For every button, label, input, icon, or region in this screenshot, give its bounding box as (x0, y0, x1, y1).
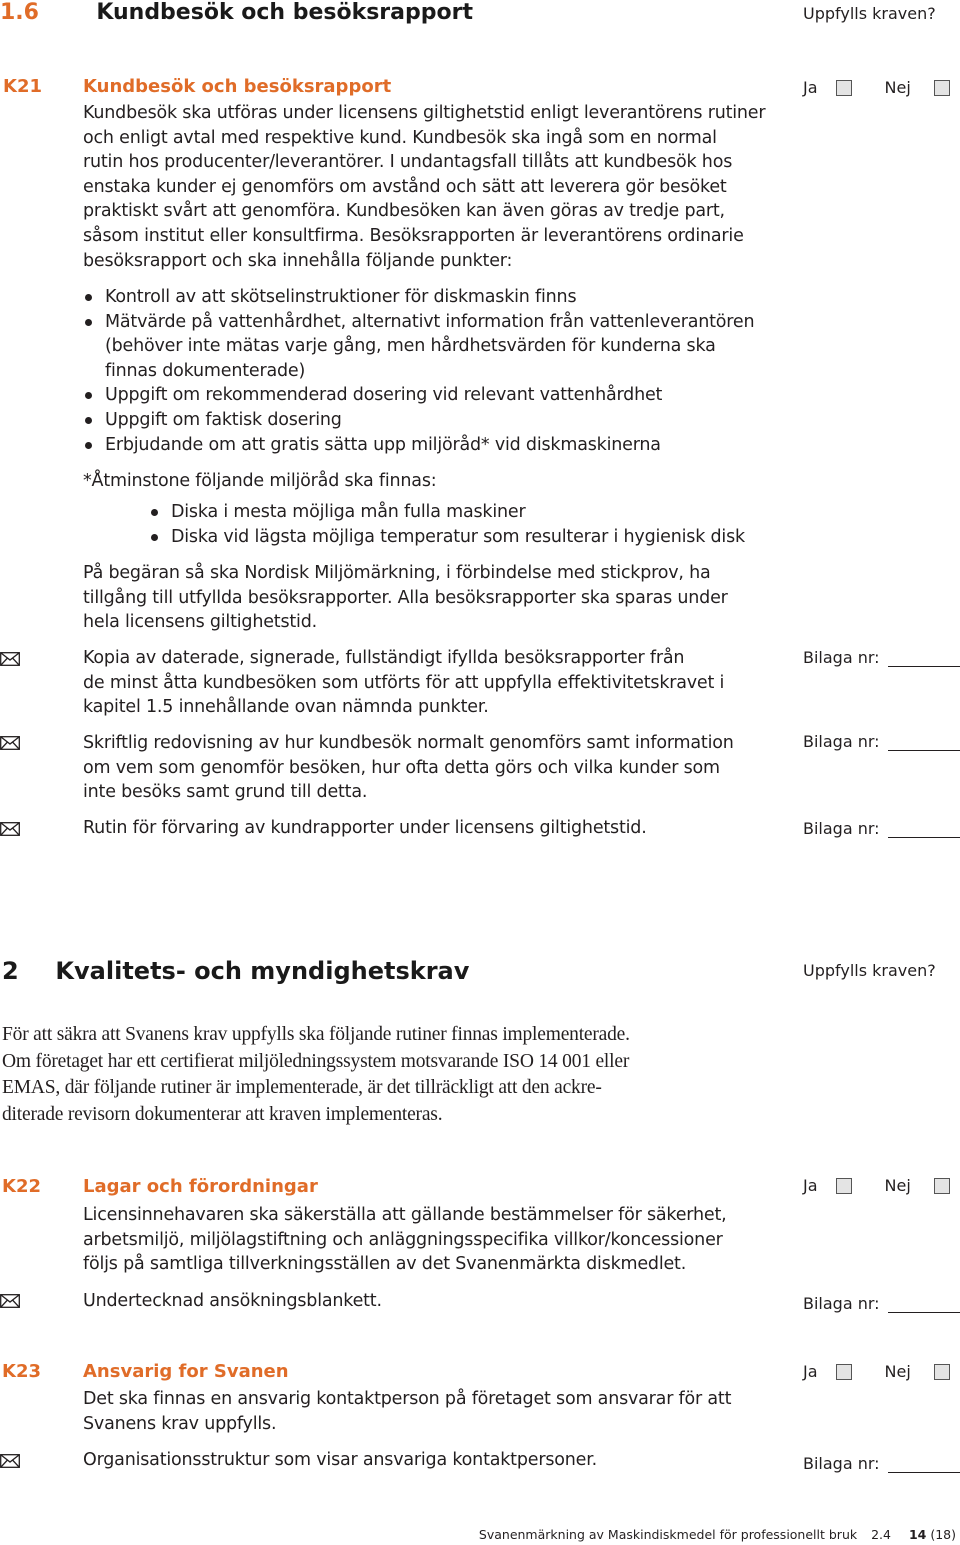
bilaga-input-line[interactable] (888, 1298, 960, 1313)
ja-checkbox[interactable] (836, 1178, 852, 1194)
text-line: Rutin för förvaring av kundrapporter under licensens giltighetstid. (83, 818, 647, 838)
bullet-text: Kontroll av att skötselinstruktioner för diskmaskin finns (105, 287, 577, 307)
nej-checkbox[interactable] (934, 1364, 950, 1380)
list-item (149, 525, 789, 550)
bilaga-field[interactable] (803, 648, 960, 667)
k21-note: *Åtminstone följande miljöråd ska finnas: (83, 471, 437, 491)
uppfylls-label: Uppfylls kraven? (803, 4, 936, 23)
bilaga-input-line[interactable] (888, 736, 960, 751)
k21-description (83, 101, 783, 273)
text-line: besöksrapport och ska innehålla följande punkter: (83, 250, 513, 271)
bullet-text: Uppgift om rekommenderad dosering vid relevant vattenhårdhet (105, 385, 663, 406)
k22-title: Lagar och förordningar (83, 1176, 318, 1197)
bilaga-label: Bilaga nr: (803, 732, 880, 751)
attachment-text: Organisationsstruktur som visar ansvariga kontaktpersoner. (83, 1450, 597, 1470)
list-item (83, 310, 783, 384)
bullet-text: Uppgift om faktisk dosering (105, 409, 342, 430)
k21-ja-nej (803, 78, 950, 97)
nej-checkbox[interactable] (934, 80, 950, 96)
bilaga-input-line[interactable] (888, 652, 960, 667)
section-title: Kundbesök och besöksrapport (96, 0, 473, 25)
text-line: arbetsmiljö, miljölagstiftning och anläggningsspecifika villkor/koncessioner (83, 1229, 723, 1250)
bilaga-field[interactable] (803, 1294, 960, 1313)
footer-version: 2.4 (871, 1527, 891, 1542)
text-line: och enligt avtal med respektive kund. Kundbesök ska ingå som en normal (83, 127, 717, 148)
list-item (83, 285, 783, 310)
ja-label: Ja (803, 1176, 818, 1195)
text-line: rutin hos producenter/leverantörer. I undantagsfall tillåts att kundbesök hos (83, 152, 733, 173)
bilaga-label: Bilaga nr: (803, 648, 880, 667)
text-line: Kundbesök ska utföras under licensens giltighetstid enligt leverantörens rutiner (83, 103, 766, 123)
envelope-icon (0, 652, 20, 666)
text-line: hela licensens giltighetstid. (83, 612, 317, 633)
section-heading (2, 957, 469, 985)
attachment-text: Undertecknad ansökningsblankett. (83, 1291, 382, 1311)
nej-checkbox[interactable] (934, 1178, 950, 1194)
footer-page-number: 14 (908, 1527, 927, 1542)
k23-description (83, 1387, 783, 1436)
bilaga-label: Bilaga nr: (803, 819, 880, 838)
text-line: Det ska finnas en ansvarig kontaktperson på företaget som ansvarar för att (83, 1389, 732, 1409)
text-line: de minst åtta kundbesöken som utförts för att uppfylla effektivitetskravet i (83, 672, 725, 693)
envelope-icon (0, 736, 20, 750)
bilaga-field[interactable] (803, 819, 960, 838)
text-line: såsom institut eller konsultfirma. Besöksrapporten är leverantörens ordinarie (83, 225, 744, 246)
bilaga-field[interactable] (803, 1454, 960, 1473)
k22-description (83, 1203, 783, 1277)
bilaga-label: Bilaga nr: (803, 1294, 880, 1313)
k22-code: K22 (2, 1176, 41, 1197)
nej-label: Nej (884, 78, 911, 97)
section2-intro (2, 1022, 782, 1129)
bilaga-label: Bilaga nr: (803, 1454, 880, 1473)
bilaga-input-line[interactable] (888, 1458, 960, 1473)
ja-checkbox[interactable] (836, 80, 852, 96)
list-item (83, 383, 783, 408)
footer-page-total: (18) (930, 1527, 956, 1542)
envelope-icon (0, 1454, 20, 1468)
ja-checkbox[interactable] (836, 1364, 852, 1380)
text-line: praktiskt svårt att genomföra. Kundbesöken kan även göras av tredje part, (83, 201, 725, 222)
section-heading (0, 0, 473, 25)
page-footer (479, 1527, 956, 1542)
bullet-text: Diska i mesta möjliga mån fulla maskiner (171, 502, 526, 522)
text-line: Svanens krav uppfylls. (83, 1413, 277, 1434)
k23-ja-nej (803, 1362, 950, 1381)
text-line: Om företaget har ett certifierat miljöledningssystem motsvarande ISO 14 001 eller (2, 1050, 630, 1072)
bullet-text: Erbjudande om att gratis sätta upp miljöråd* vid diskmaskinerna (105, 434, 661, 455)
bullet-text: Diska vid lägsta möjliga temperatur som resulterar i hygienisk disk (171, 526, 745, 547)
k21-code: K21 (3, 76, 42, 97)
bullet-text: (behöver inte mätas varje gång, men hårdhetsvärden för kunderna ska (105, 336, 716, 357)
nej-label: Nej (884, 1362, 911, 1381)
text-line: Licensinnehavaren ska säkerställa att gällande bestämmelser för säkerhet, (83, 1205, 727, 1225)
text-line: följs på samtliga tillverkningsställen av det Svanenmärkta diskmedlet. (83, 1254, 687, 1275)
attachment-text (83, 731, 783, 805)
footer-document-title: Svanenmärkning av Maskindiskmedel för professionellt bruk (478, 1527, 858, 1542)
text-line: tillgång till utfyllda besöksrapporter. Alla besöksrapporter ska sparas under (83, 587, 728, 608)
bullet-text: finnas dokumenterade) (105, 360, 306, 381)
text-line: EMAS, där följande rutiner är implementerade, är det tillräckligt att den ackre- (2, 1077, 602, 1099)
section-number: 2 (2, 957, 19, 985)
k23-title: Ansvarig for Svanen (83, 1361, 289, 1382)
envelope-icon (0, 822, 20, 836)
uppfylls-label: Uppfylls kraven? (803, 961, 936, 980)
section-number: 1.6 (0, 0, 39, 25)
list-item (149, 500, 789, 525)
k21-sub-bullet-list (149, 500, 789, 549)
k21-paragraph (83, 561, 783, 635)
attachment-text (83, 646, 783, 720)
text-line: För att säkra att Svanens krav uppfylls ska följande rutiner finnas implementerade. (2, 1024, 630, 1045)
list-item (83, 433, 783, 458)
section-title: Kvalitets- och myndighetskrav (55, 957, 470, 985)
nej-label: Nej (884, 1176, 911, 1195)
text-line: inte besöks samt grund till detta. (83, 782, 368, 803)
ja-label: Ja (803, 1362, 818, 1381)
text-line: enstaka kunder ej genomförs om avstånd och sätt att leverera gör besöket (83, 176, 727, 197)
text-line: om vem som genomför besöken, hur ofta detta görs och vilka kunder som (83, 757, 720, 778)
bilaga-field[interactable] (803, 732, 960, 751)
text-line: diterade revisorn dokumenterar att kraven implementeras. (2, 1104, 443, 1126)
ja-label: Ja (803, 78, 818, 97)
k23-code: K23 (2, 1361, 41, 1382)
list-item (83, 408, 783, 433)
envelope-icon (0, 1294, 20, 1308)
k22-ja-nej (803, 1176, 950, 1195)
bullet-text: Mätvärde på vattenhårdhet, alternativt information från vattenleverantören (105, 311, 755, 332)
k21-title: Kundbesök och besöksrapport (83, 76, 392, 97)
bilaga-input-line[interactable] (888, 823, 960, 838)
text-line: kapitel 1.5 innehållande ovan nämnda punkter. (83, 697, 489, 718)
text-line: Kopia av daterade, signerade, fullständigt ifyllda besöksrapporter från (83, 648, 685, 668)
text-line: På begäran så ska Nordisk Miljömärkning, i förbindelse med stickprov, ha (83, 563, 711, 583)
attachment-text (83, 816, 783, 841)
k21-bullet-list (83, 285, 783, 457)
text-line: Skriftlig redovisning av hur kundbesök normalt genomförs samt information (83, 733, 734, 753)
